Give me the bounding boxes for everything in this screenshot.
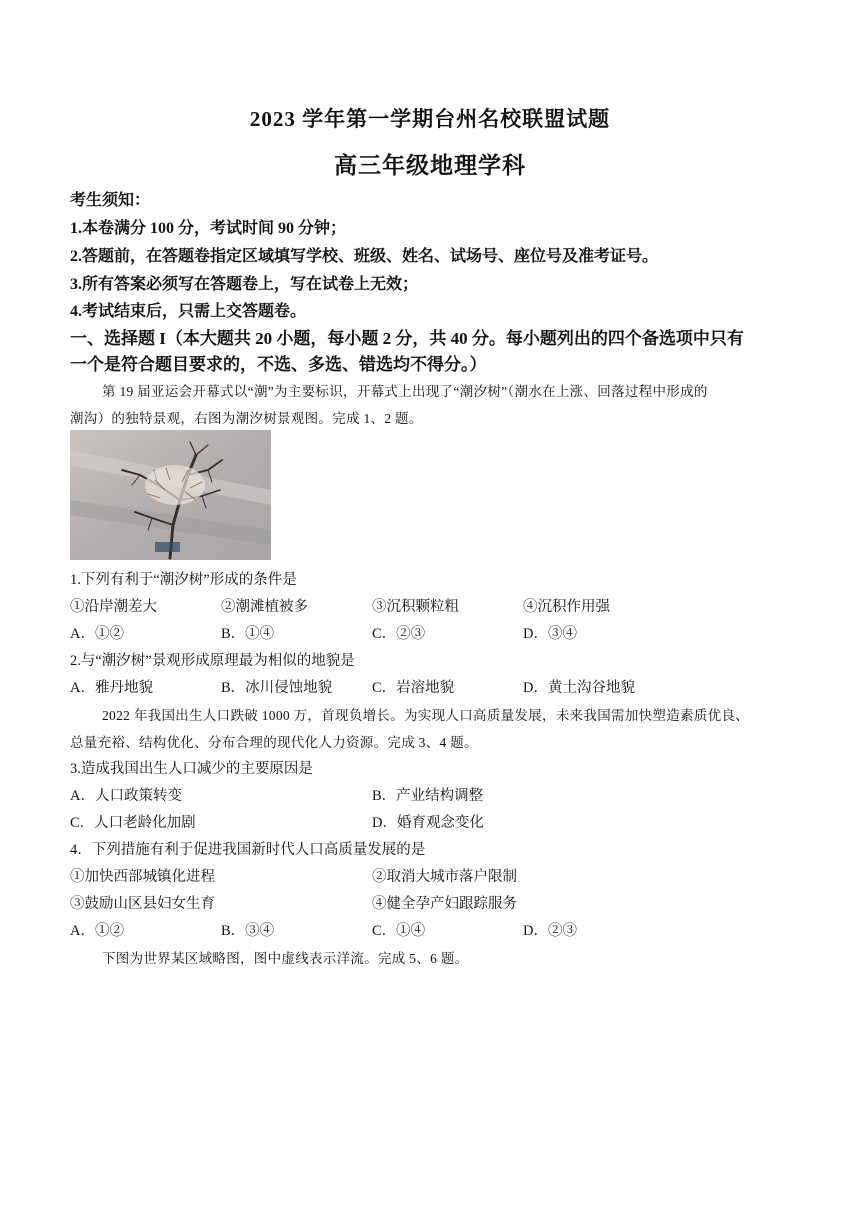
q2-option-b: B．冰川侵蚀地貌 (221, 680, 333, 696)
q4-option-a: A．①② (70, 923, 124, 939)
section-heading-cont: 一个是符合题目要求的，不选、多选、错选均不得分。） (70, 355, 487, 374)
q1-option-b: B．①④ (221, 626, 275, 642)
q4-measure: ④健全孕产妇跟踪服务 (372, 896, 517, 912)
tidal-tree-photo (70, 430, 271, 560)
exam-subject: 高三年级地理学科 (334, 153, 526, 178)
q2-option-a: A．雅丹地貌 (70, 680, 153, 696)
group3-intro: 下图为世界某区域略图，图中虚线表示洋流。完成 5、6 题。 (102, 951, 469, 966)
q1-condition: ①沿岸潮差大 (70, 599, 157, 615)
q4-measures-row2 (70, 892, 790, 913)
q2-option-c: C．岩溶地貌 (372, 680, 455, 696)
q3-stem: 3.造成我国出生人口减少的主要原因是 (70, 761, 313, 777)
q4-measures-row1 (70, 865, 790, 886)
q4-option-c: C．①④ (372, 923, 426, 939)
group1-intro: 第 19 届亚运会开幕式以“潮”为主要标识，开幕式上出现了“潮汐树”（潮水在上涨、回落过程中形成的 (102, 384, 708, 399)
notice-item: 2.答题前，在答题卷指定区域填写学校、班级、姓名、试场号、座位号及准考证号。 (70, 248, 659, 265)
q1-options (70, 622, 790, 643)
q1-conditions (70, 595, 790, 616)
q1-stem: 1.下列有利于“潮汐树”形成的条件是 (70, 572, 297, 588)
notice-item: 3.所有答案必须写在答题卷上，写在试卷上无效； (70, 276, 419, 293)
q1-option-c: C．②③ (372, 626, 426, 642)
section-heading: 一、选择题 I（本大题共 20 小题，每小题 2 分，共 40 分。每小题列出的四个备选项中只有 (70, 329, 744, 348)
q3-options-row2 (70, 811, 790, 832)
q3-option-d: D．婚育观念变化 (372, 815, 484, 831)
q4-measure: ③鼓励山区县妇女生育 (70, 896, 215, 912)
q4-measure: ①加快西部城镇化进程 (70, 869, 215, 885)
q4-options (70, 919, 790, 940)
notice-item: 1.本卷满分 100 分，考试时间 90 分钟； (70, 220, 347, 237)
q4-option-b: B．③④ (221, 923, 275, 939)
q1-condition: ②潮滩植被多 (221, 599, 308, 615)
q4-stem: 4．下列措施有利于促进我国新时代人口高质量发展的是 (70, 842, 426, 858)
notice-heading: 考生须知： (70, 192, 151, 209)
q3-option-b: B．产业结构调整 (372, 788, 484, 804)
q4-option-d: D．②③ (523, 923, 577, 939)
q2-stem: 2.与“潮汐树”景观形成原理最为相似的地貌是 (70, 653, 355, 669)
q1-condition: ④沉积作用强 (523, 599, 610, 615)
q1-condition: ③沉积颗粒粗 (372, 599, 459, 615)
notice-item: 4.考试结束后，只需上交答题卷。 (70, 303, 307, 320)
q1-option-d: D．③④ (523, 626, 577, 642)
q3-option-c: C．人口老龄化加剧 (70, 815, 196, 831)
group1-intro-cont: 潮沟）的独特景观，右图为潮汐树景观图。完成 1、2 题。 (70, 411, 423, 426)
q2-option-d: D．黄土沟谷地貌 (523, 680, 635, 696)
q1-option-a: A．①② (70, 626, 124, 642)
q3-options-row1 (70, 784, 790, 805)
q4-measure: ②取消大城市落户限制 (372, 869, 517, 885)
group2-intro-cont: 总量充裕、结构优化、分布合理的现代化人力资源。完成 3、4 题。 (70, 735, 478, 750)
q2-options (70, 676, 790, 697)
q3-option-a: A．人口政策转变 (70, 788, 182, 804)
group2-intro: 2022 年我国出生人口跌破 1000 万，首现负增长。为实现人口高质量发展，未来我国需加快塑造素质优良、 (102, 708, 750, 723)
exam-title: 2023 学年第一学期台州名校联盟试题 (249, 107, 611, 131)
